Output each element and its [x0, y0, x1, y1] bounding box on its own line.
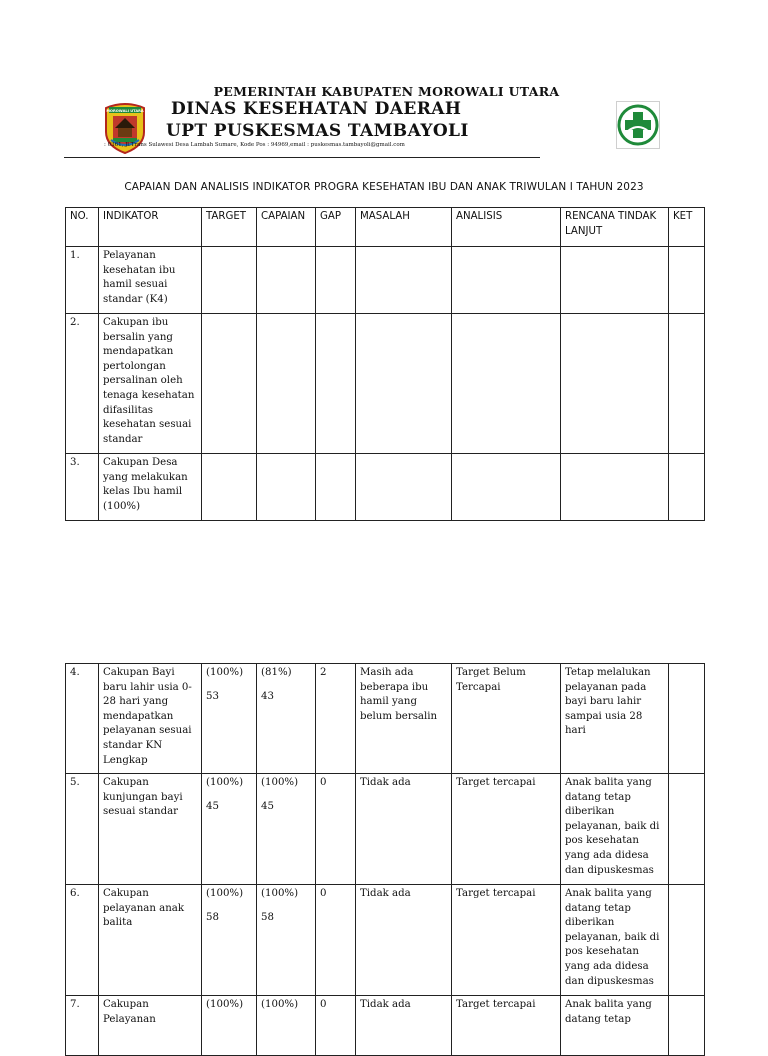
target-percent: (100%) — [206, 667, 244, 678]
row-rtl: Anak balita yang datang tetap diberikan pelayanan, baik di pos kesehatan yang ada didesa dan dipuskesmas — [561, 774, 669, 885]
col-header-analisis: ANALISIS — [452, 208, 561, 247]
row-target — [202, 454, 257, 521]
table-row — [66, 454, 705, 521]
document-title: CAPAIAN DAN ANALISIS INDIKATOR PROGRA KESEHATAN IBU DAN ANAK TRIWULAN I TAHUN 2023 — [124, 181, 644, 193]
indicator-table-page2 — [65, 663, 705, 1056]
capaian-percent: (100%) — [261, 999, 299, 1010]
row-ket — [669, 314, 705, 454]
col-header-ket: KET — [669, 208, 705, 247]
table-row — [66, 247, 705, 314]
row-indikator: Cakupan Bayi baru lahir usia 0-28 hari yang mendapatkan pelayanan sesuai standar KN Lengkap — [99, 664, 202, 774]
capaian-percent: (81%) — [261, 667, 292, 678]
row-target — [202, 885, 257, 996]
row-capaian — [257, 247, 316, 314]
svg-text:MOROWALI UTARA: MOROWALI UTARA — [106, 108, 144, 113]
target-percent: (100%) — [206, 888, 244, 899]
table-row — [66, 664, 705, 774]
row-masalah — [356, 247, 452, 314]
indicator-table-page1 — [65, 207, 705, 521]
row-target — [202, 314, 257, 454]
row-no: 2. — [66, 314, 99, 454]
row-capaian — [257, 664, 316, 774]
row-rtl: Anak balita yang datang tetap diberikan pelayanan, baik di pos kesehatan yang ada didesa dan dipuskesmas — [561, 885, 669, 996]
row-gap: 0 — [316, 885, 356, 996]
table-row — [66, 774, 705, 885]
row-analisis: Target Belum Tercapai — [452, 664, 561, 774]
row-capaian — [257, 774, 316, 885]
row-no: 4. — [66, 664, 99, 774]
row-indikator: Cakupan pelayanan anak balita — [99, 885, 202, 996]
row-rtl — [561, 314, 669, 454]
row-ket — [669, 774, 705, 885]
row-gap — [316, 454, 356, 521]
row-analisis — [452, 454, 561, 521]
row-target — [202, 774, 257, 885]
row-capaian — [257, 996, 316, 1056]
row-gap — [316, 247, 356, 314]
row-gap: 0 — [316, 996, 356, 1056]
row-analisis: Target tercapai — [452, 774, 561, 885]
col-header-gap: GAP — [316, 208, 356, 247]
row-no: 6. — [66, 885, 99, 996]
capaian-value: 43 — [261, 690, 274, 702]
table-header-row — [66, 208, 705, 247]
row-masalah — [356, 314, 452, 454]
row-no: 5. — [66, 774, 99, 885]
row-ket — [669, 454, 705, 521]
target-value: 45 — [206, 800, 219, 812]
col-header-masalah: MASALAH — [356, 208, 452, 247]
row-rtl: Tetap melalukan pelayanan pada bayi baru lahir sampai usia 28 hari — [561, 664, 669, 774]
row-masalah — [356, 454, 452, 521]
col-header-rtl: RENCANA TINDAK LANJUT — [561, 208, 669, 247]
row-capaian — [257, 454, 316, 521]
table-row — [66, 314, 705, 454]
row-analisis — [452, 314, 561, 454]
row-gap: 0 — [316, 774, 356, 885]
capaian-value: 45 — [261, 800, 274, 812]
target-value: 58 — [206, 911, 219, 923]
row-indikator: Cakupan ibu bersalin yang mendapatkan pertolongan persalinan oleh tenaga kesehatan difasilitas kesehatan sesuai standar — [99, 314, 202, 454]
row-gap — [316, 314, 356, 454]
row-ket — [669, 664, 705, 774]
row-rtl: Anak balita yang datang tetap — [561, 996, 669, 1056]
row-analisis — [452, 247, 561, 314]
row-ket — [669, 247, 705, 314]
table-row — [66, 885, 705, 996]
row-gap: 2 — [316, 664, 356, 774]
header-divider — [64, 157, 540, 158]
agency-heading: DINAS KESEHATAN DAERAH — [171, 99, 462, 119]
row-masalah: Tidak ada — [356, 885, 452, 996]
capaian-value: 58 — [261, 911, 274, 923]
row-analisis: Target tercapai — [452, 996, 561, 1056]
row-indikator: Pelayanan kesehatan ibu hamil sesuai standar (K4) — [99, 247, 202, 314]
row-target — [202, 664, 257, 774]
row-rtl — [561, 454, 669, 521]
target-percent: (100%) — [206, 777, 244, 788]
row-no: 1. — [66, 247, 99, 314]
row-indikator: Cakupan Pelayanan — [99, 996, 202, 1056]
puskesmas-heading: UPT PUSKESMAS TAMBAYOLI — [166, 121, 469, 141]
row-masalah: Masih ada beberapa ibu hamil yang belum bersalin — [356, 664, 452, 774]
target-value: 53 — [206, 690, 219, 702]
row-analisis: Target tercapai — [452, 885, 561, 996]
row-indikator: Cakupan Desa yang melakukan kelas Ibu hamil (100%) — [99, 454, 202, 521]
row-no: 3. — [66, 454, 99, 521]
row-no: 7. — [66, 996, 99, 1056]
target-percent: (100%) — [206, 999, 244, 1010]
capaian-percent: (100%) — [261, 777, 299, 788]
government-heading: PEMERINTAH KABUPATEN MOROWALI UTARA — [213, 84, 560, 99]
row-rtl — [561, 247, 669, 314]
row-target — [202, 996, 257, 1056]
row-masalah: Tidak ada — [356, 996, 452, 1056]
col-header-no: NO. — [66, 208, 99, 247]
row-indikator: Cakupan kunjungan bayi sesuai standar — [99, 774, 202, 885]
row-masalah: Tidak ada — [356, 774, 452, 885]
row-ket — [669, 996, 705, 1056]
row-capaian — [257, 885, 316, 996]
col-header-target: TARGET — [202, 208, 257, 247]
capaian-percent: (100%) — [261, 888, 299, 899]
col-header-indikator: INDIKATOR — [99, 208, 202, 247]
address-line: : 0361, Jl.Trans Sulawesi Desa Lambah Sumare, Kode Pos : 94969,email : puskesmas.tambayoli@gmail.com — [104, 142, 405, 148]
table-row — [66, 996, 705, 1056]
row-target — [202, 247, 257, 314]
row-ket — [669, 885, 705, 996]
health-cross-logo — [616, 101, 660, 149]
row-capaian — [257, 314, 316, 454]
col-header-capaian: CAPAIAN — [257, 208, 316, 247]
